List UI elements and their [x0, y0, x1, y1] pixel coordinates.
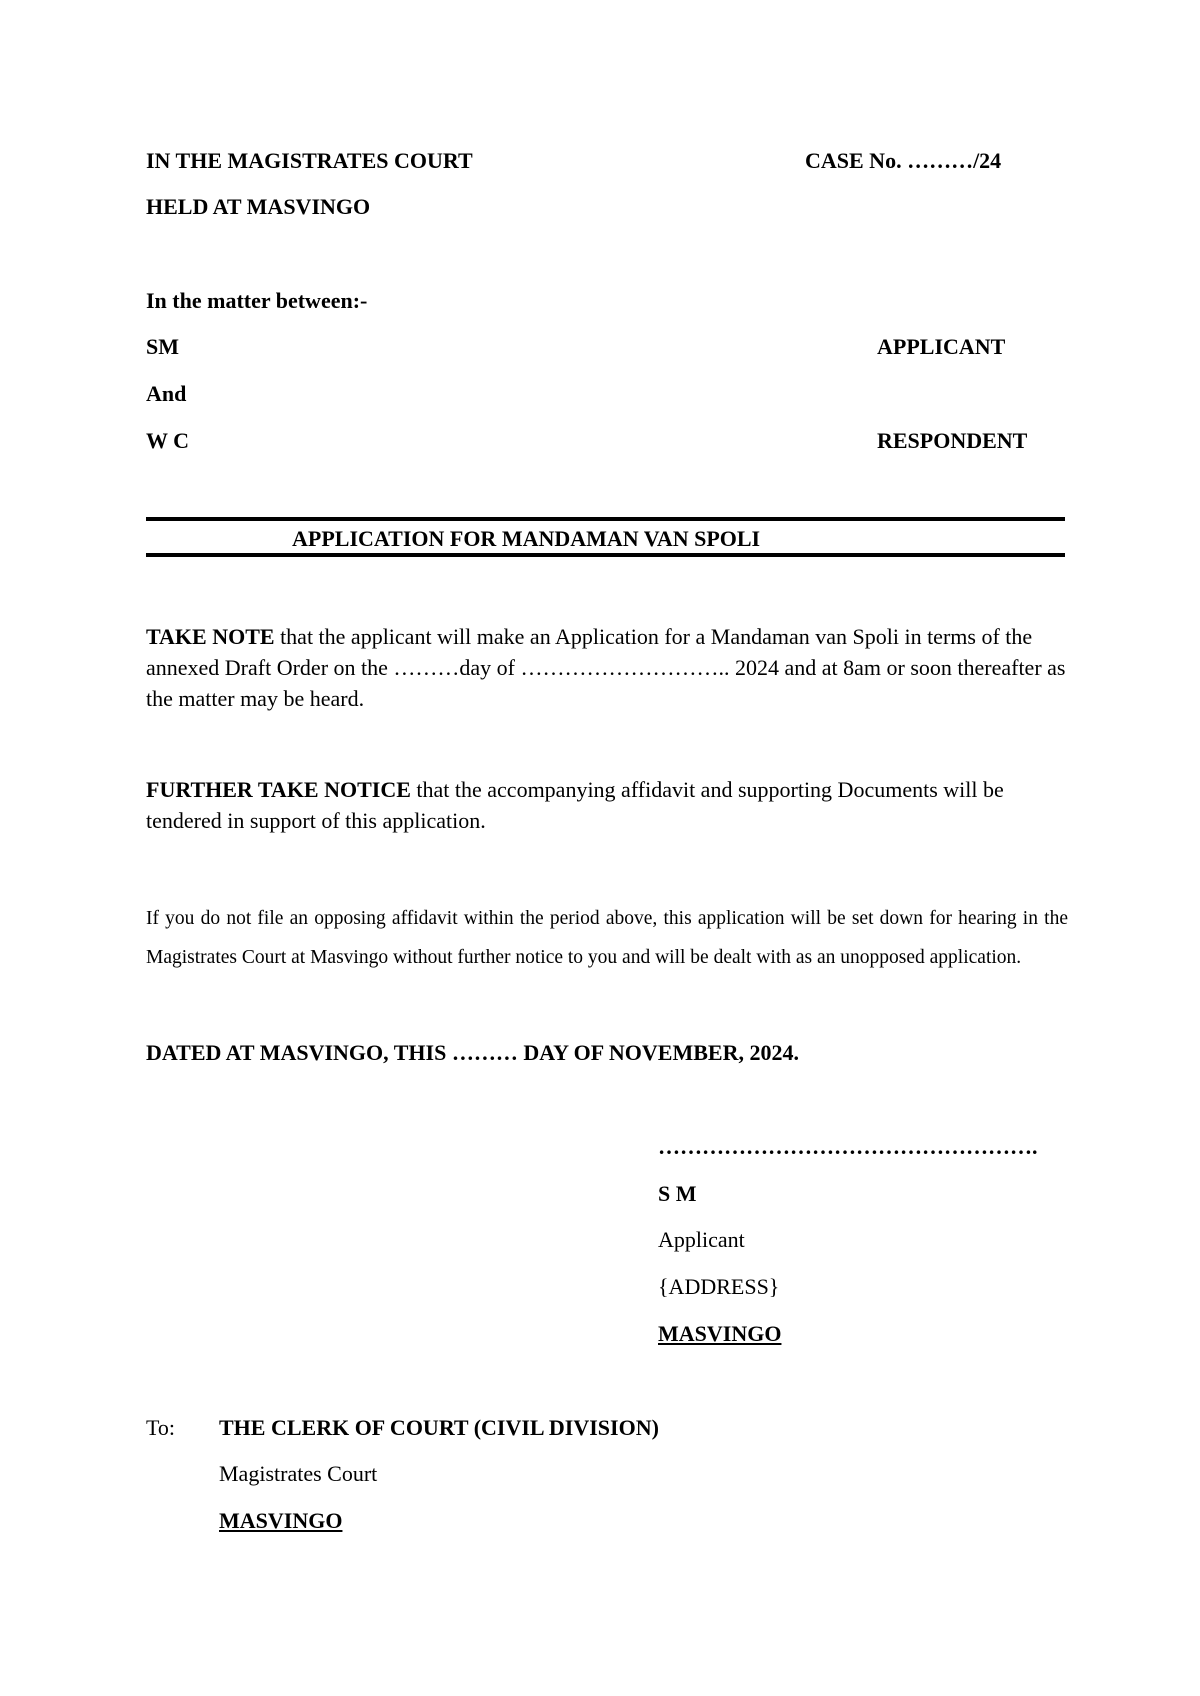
dated-line: DATED AT MASVINGO, THIS ……… DAY OF NOVEMBER, 2024. [146, 1040, 799, 1065]
signatory-role: Applicant [658, 1227, 745, 1252]
addressee: THE CLERK OF COURT (CIVIL DIVISION) [219, 1415, 659, 1440]
further-notice-body: that the accompanying affidavit and supporting Documents will be tendered in support of this application. [146, 777, 1004, 833]
addressee-office: Magistrates Court [219, 1461, 378, 1486]
to-label: To: [146, 1415, 176, 1440]
applicant-role: APPLICANT [877, 334, 1006, 359]
signatory-town: MASVINGO [658, 1321, 782, 1346]
signatory-name: S M [658, 1181, 697, 1206]
title-rule-bottom [146, 553, 1065, 557]
signature-line: ……………………………………………. [658, 1134, 1038, 1159]
take-note-body: that the applicant will make an Application for a Mandaman van Spoli in terms of the annexed Draft Order on the ………day of ……………………….. 2024 and at 8am or soon thereafter as the matter may be heard. [146, 624, 1066, 711]
case-number: CASE No. ………/24 [805, 148, 1002, 173]
court-name: IN THE MAGISTRATES COURT [146, 148, 473, 173]
applicant-name: SM [146, 334, 179, 359]
title-rule-top [146, 517, 1065, 521]
held-at: HELD AT MASVINGO [146, 194, 371, 219]
conjunction-and: And [146, 381, 187, 406]
further-notice-paragraph [146, 774, 1066, 836]
opposing-affidavit-paragraph: If you do not file an opposing affidavit within the period above, this application will be set down for hearing in the Magistrates Court at Masvingo without further notice to you and will be dealt with as an unopposed application. [146, 908, 1068, 968]
respondent-role: RESPONDENT [877, 428, 1028, 453]
respondent-name: W C [146, 428, 189, 453]
document-title: APPLICATION FOR MANDAMAN VAN SPOLI [292, 526, 761, 551]
further-notice-lead: FURTHER TAKE NOTICE [146, 777, 411, 802]
take-note-paragraph [146, 621, 1066, 714]
matter-intro: In the matter between:- [146, 288, 368, 313]
addressee-town: MASVINGO [219, 1508, 343, 1533]
take-note-lead: TAKE NOTE [146, 624, 275, 649]
signatory-address: {ADDRESS} [658, 1274, 780, 1299]
